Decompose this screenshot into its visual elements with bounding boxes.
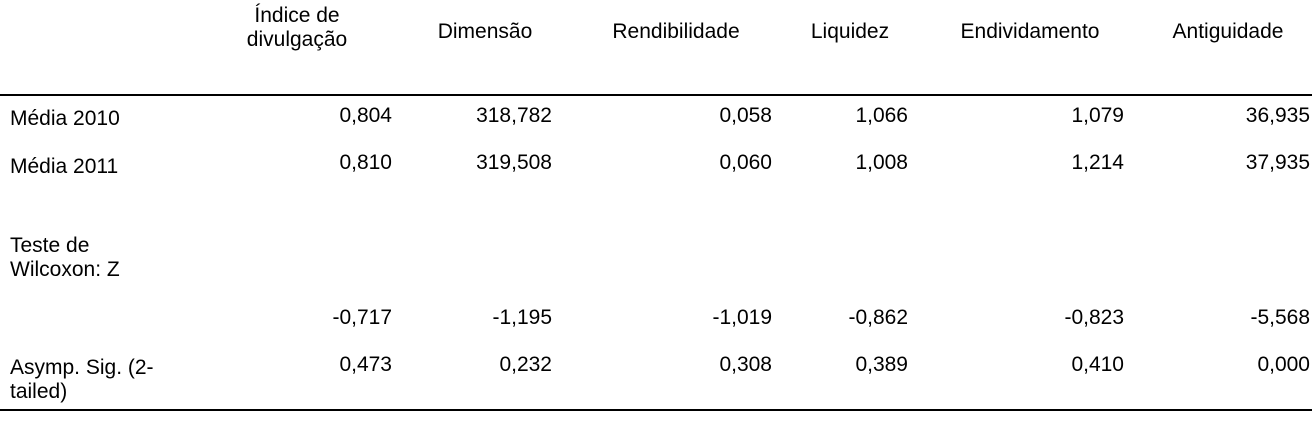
cell-asymp-sig-rendibilidade: 0,308 <box>719 353 772 376</box>
cell-wilcoxon-z-antiguidade: -5,568 <box>1250 306 1310 329</box>
cell-media-2011-dimensao: 319,508 <box>476 151 552 174</box>
header-antiguidade: Antiguidade <box>1172 20 1284 43</box>
bottom-rule <box>0 409 1312 411</box>
cell-media-2011-endividamento: 1,214 <box>1071 151 1124 174</box>
cell-media-2010-antiguidade: 36,935 <box>1245 104 1310 127</box>
cell-wilcoxon-z-liquidez: -0,862 <box>848 306 908 329</box>
row-label-wilcoxon-z: Teste de Wilcoxon: Z <box>10 234 120 281</box>
header-rendibilidade: Rendibilidade <box>612 20 740 43</box>
cell-media-2011-antiguidade: 37,935 <box>1245 151 1310 174</box>
cell-media-2010-liquidez: 1,066 <box>855 104 908 127</box>
cell-asymp-sig-indice: 0,473 <box>339 353 392 376</box>
cell-media-2010-rendibilidade: 0,058 <box>719 104 772 127</box>
header-endividamento: Endividamento <box>960 20 1100 43</box>
cell-asymp-sig-antiguidade: 0,000 <box>1257 353 1310 376</box>
cell-asymp-sig-liquidez: 0,389 <box>855 353 908 376</box>
cell-asymp-sig-endividamento: 0,410 <box>1071 353 1124 376</box>
cell-media-2010-indice: 0,804 <box>339 104 392 127</box>
row-label-media-2010: Média 2010 <box>10 107 120 130</box>
cell-asymp-sig-dimensao: 0,232 <box>499 353 552 376</box>
cell-media-2011-indice: 0,810 <box>339 151 392 174</box>
cell-wilcoxon-z-indice: -0,717 <box>332 306 392 329</box>
row-label-asymp-sig: Asymp. Sig. (2-tailed) <box>10 356 154 403</box>
header-rule <box>0 94 1312 96</box>
cell-media-2011-rendibilidade: 0,060 <box>719 151 772 174</box>
cell-media-2011-liquidez: 1,008 <box>855 151 908 174</box>
cell-media-2010-endividamento: 1,079 <box>1071 104 1124 127</box>
header-liquidez: Liquidez <box>810 20 890 43</box>
header-dimensao: Dimensão <box>437 20 533 43</box>
cell-media-2010-dimensao: 318,782 <box>476 104 552 127</box>
header-indice-divulgacao: Índice de divulgação <box>246 4 348 51</box>
cell-wilcoxon-z-dimensao: -1,195 <box>492 306 552 329</box>
cell-wilcoxon-z-rendibilidade: -1,019 <box>712 306 772 329</box>
cell-wilcoxon-z-endividamento: -0,823 <box>1064 306 1124 329</box>
row-label-media-2011: Média 2011 <box>10 155 119 178</box>
